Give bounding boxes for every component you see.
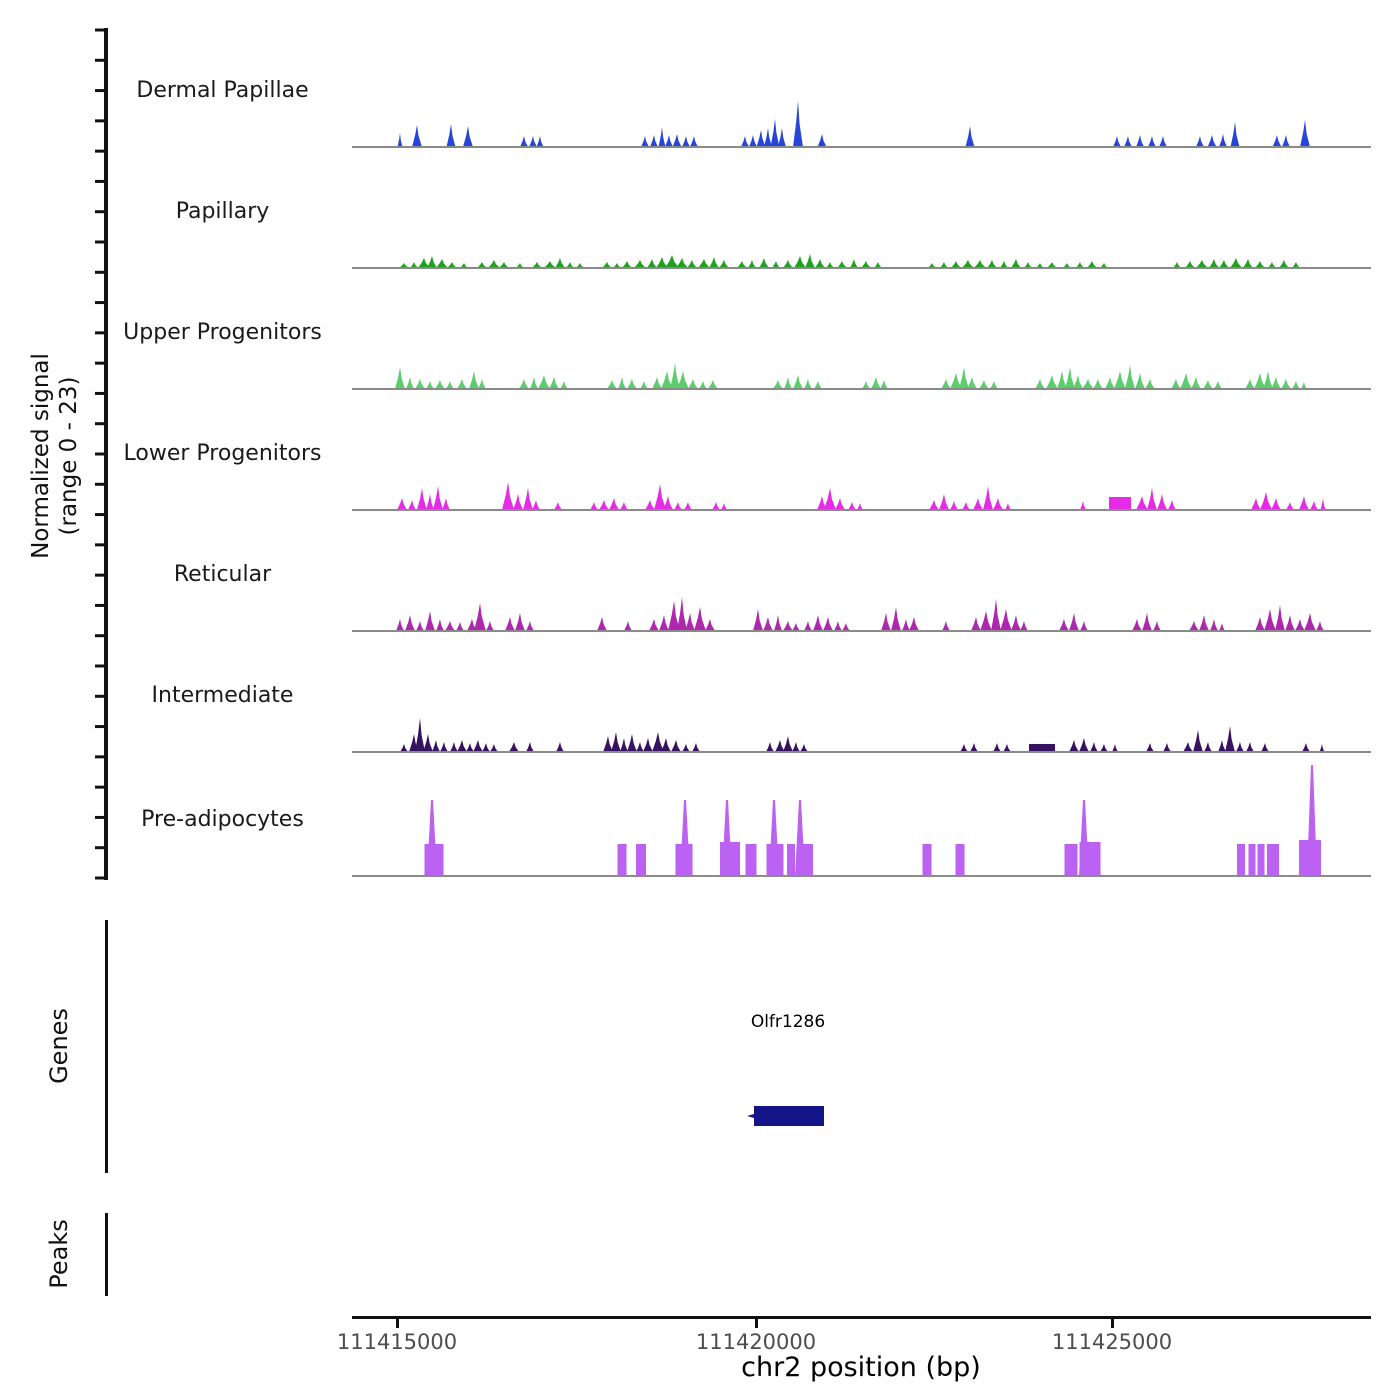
x-axis-line [352,1316,1371,1319]
track-label-reticular: Reticular [173,562,272,587]
gene-box [747,1106,824,1126]
track-label-intermediate: Intermediate [151,683,294,708]
track-label-papillary: Papillary [175,199,270,224]
gene-name-label: Olfr1286 [750,1012,826,1032]
peaks-section-label: Peaks [45,1219,73,1289]
genes-axis-line [105,920,108,1173]
y-axis-label [27,176,85,736]
track-plot-papillary [352,154,1371,270]
track-label-upper-progenitors: Upper Progenitors [123,320,322,345]
track-plot-lower-progenitors [352,396,1371,512]
x-axis-tick [755,1319,758,1328]
x-axis-tick-label: 111415000 [336,1330,458,1354]
gene-body [745,1104,831,1128]
y-axis-label-line2: (range 0 - 23) [56,376,82,536]
peaks-axis-line [105,1213,108,1296]
x-axis-title: chr2 position (bp) [741,1352,981,1383]
x-axis-tick-label: 111425000 [1051,1330,1173,1354]
x-axis-tick [1111,1319,1114,1328]
track-label-pre-adipocytes: Pre-adipocytes [141,807,304,832]
genes-section-label: Genes [45,1008,73,1084]
track-plot-dermal-papillae [352,33,1371,149]
x-axis-tick-label: 111420000 [695,1330,817,1354]
track-plot-reticular [352,517,1371,633]
track-plot-pre-adipocytes [352,762,1371,878]
track-plot-intermediate [352,638,1371,754]
track-label-lower-progenitors: Lower Progenitors [123,441,322,466]
y-axis-label-line1: Normalized signal [28,353,54,559]
x-axis-tick [396,1319,399,1328]
track-label-dermal-papillae: Dermal Papillae [136,78,309,103]
track-plot-upper-progenitors [352,275,1371,391]
